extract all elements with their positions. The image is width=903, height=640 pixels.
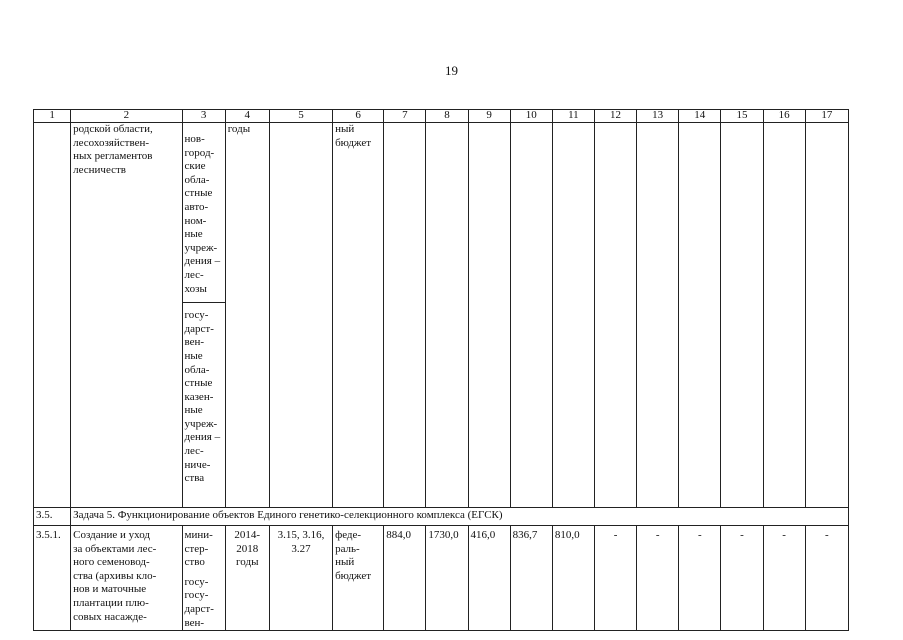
period-cell — [225, 123, 269, 508]
value-cell: 810,0 — [552, 526, 594, 631]
value-cell: 1730,0 — [426, 526, 468, 631]
column-number: 3 — [182, 110, 225, 123]
column-number: 6 — [333, 110, 384, 123]
value-cell: 884,0 — [384, 526, 426, 631]
value-cell — [721, 123, 763, 508]
column-number-row — [34, 110, 849, 123]
column-number: 11 — [552, 110, 594, 123]
task-row — [34, 508, 849, 526]
executor-text: нов- город- ские обла- стные авто- ном- ные учреж- дения – лес- хозы — [184, 133, 221, 295]
source-cell — [333, 123, 384, 508]
column-number: 13 — [637, 110, 679, 123]
value-cell: - — [805, 526, 848, 631]
budget-table — [33, 109, 849, 629]
column-number: 15 — [721, 110, 763, 123]
period-text: годы — [227, 123, 251, 135]
value-cell — [510, 123, 552, 508]
value-cell — [552, 123, 594, 508]
indicator-text: 3.15, 3.16, 3.27 — [277, 529, 325, 555]
value-cell: - — [763, 526, 805, 631]
value-cell — [426, 123, 468, 508]
source-cell — [333, 526, 384, 631]
value-cell — [468, 123, 510, 508]
column-number: 9 — [468, 110, 510, 123]
column-number: 10 — [510, 110, 552, 123]
column-number: 5 — [269, 110, 332, 123]
column-number: 17 — [805, 110, 848, 123]
column-number: 1 — [34, 110, 71, 123]
value-cell — [763, 123, 805, 508]
column-number: 4 — [225, 110, 269, 123]
column-number: 8 — [426, 110, 468, 123]
value-cell — [805, 123, 848, 508]
task-number: 3.5. — [34, 508, 71, 526]
executor-cell — [182, 526, 225, 631]
column-number: 12 — [594, 110, 636, 123]
executor-cell — [182, 123, 225, 508]
source-text: ный бюджет — [335, 123, 372, 149]
executor-text: мини- стер- ство — [184, 529, 213, 569]
measure-name-cell — [71, 123, 182, 508]
value-cell: 416,0 — [468, 526, 510, 631]
period-cell — [225, 526, 269, 631]
table-row — [34, 123, 849, 508]
executor-text: госу- госу- дарст- вен- — [184, 575, 214, 629]
value-cell: - — [594, 526, 636, 631]
measure-name-cell — [71, 526, 182, 631]
row-number-cell: 3.5.1. — [34, 526, 71, 631]
period-text: 2014- 2018 годы — [234, 529, 261, 569]
value-cell: - — [637, 526, 679, 631]
column-number: 2 — [71, 110, 182, 123]
task-title: Задача 5. Функционирование объектов Единого генетико-селекционного комплекса (ЕГСК) — [71, 508, 849, 526]
value-cell: - — [679, 526, 721, 631]
value-cell — [637, 123, 679, 508]
page-number: 19 — [445, 63, 458, 78]
row-number-cell — [34, 123, 71, 508]
column-number: 14 — [679, 110, 721, 123]
measure-name-text: Создание и уход за объектами лес- ного семеновод- ства (архивы кло- нов и маточные плантации плю- совых насажде- — [73, 529, 157, 623]
value-cell — [384, 123, 426, 508]
column-number: 7 — [384, 110, 426, 123]
indicator-cell — [269, 123, 332, 508]
value-cell — [679, 123, 721, 508]
indicator-cell — [269, 526, 332, 631]
value-cell: 836,7 — [510, 526, 552, 631]
value-cell — [594, 123, 636, 508]
measure-name-text: родской области, лесохозяйствен- ных регламентов лесничеств — [73, 123, 153, 176]
source-text: феде- раль- ный бюджет — [335, 529, 372, 582]
executor-text: госу- дарст- вен- ные обла- стные казен- ные учреж- дения – лес- ниче- ства — [184, 309, 221, 485]
table-row — [34, 526, 849, 631]
value-cell: - — [721, 526, 763, 631]
column-number: 16 — [763, 110, 805, 123]
